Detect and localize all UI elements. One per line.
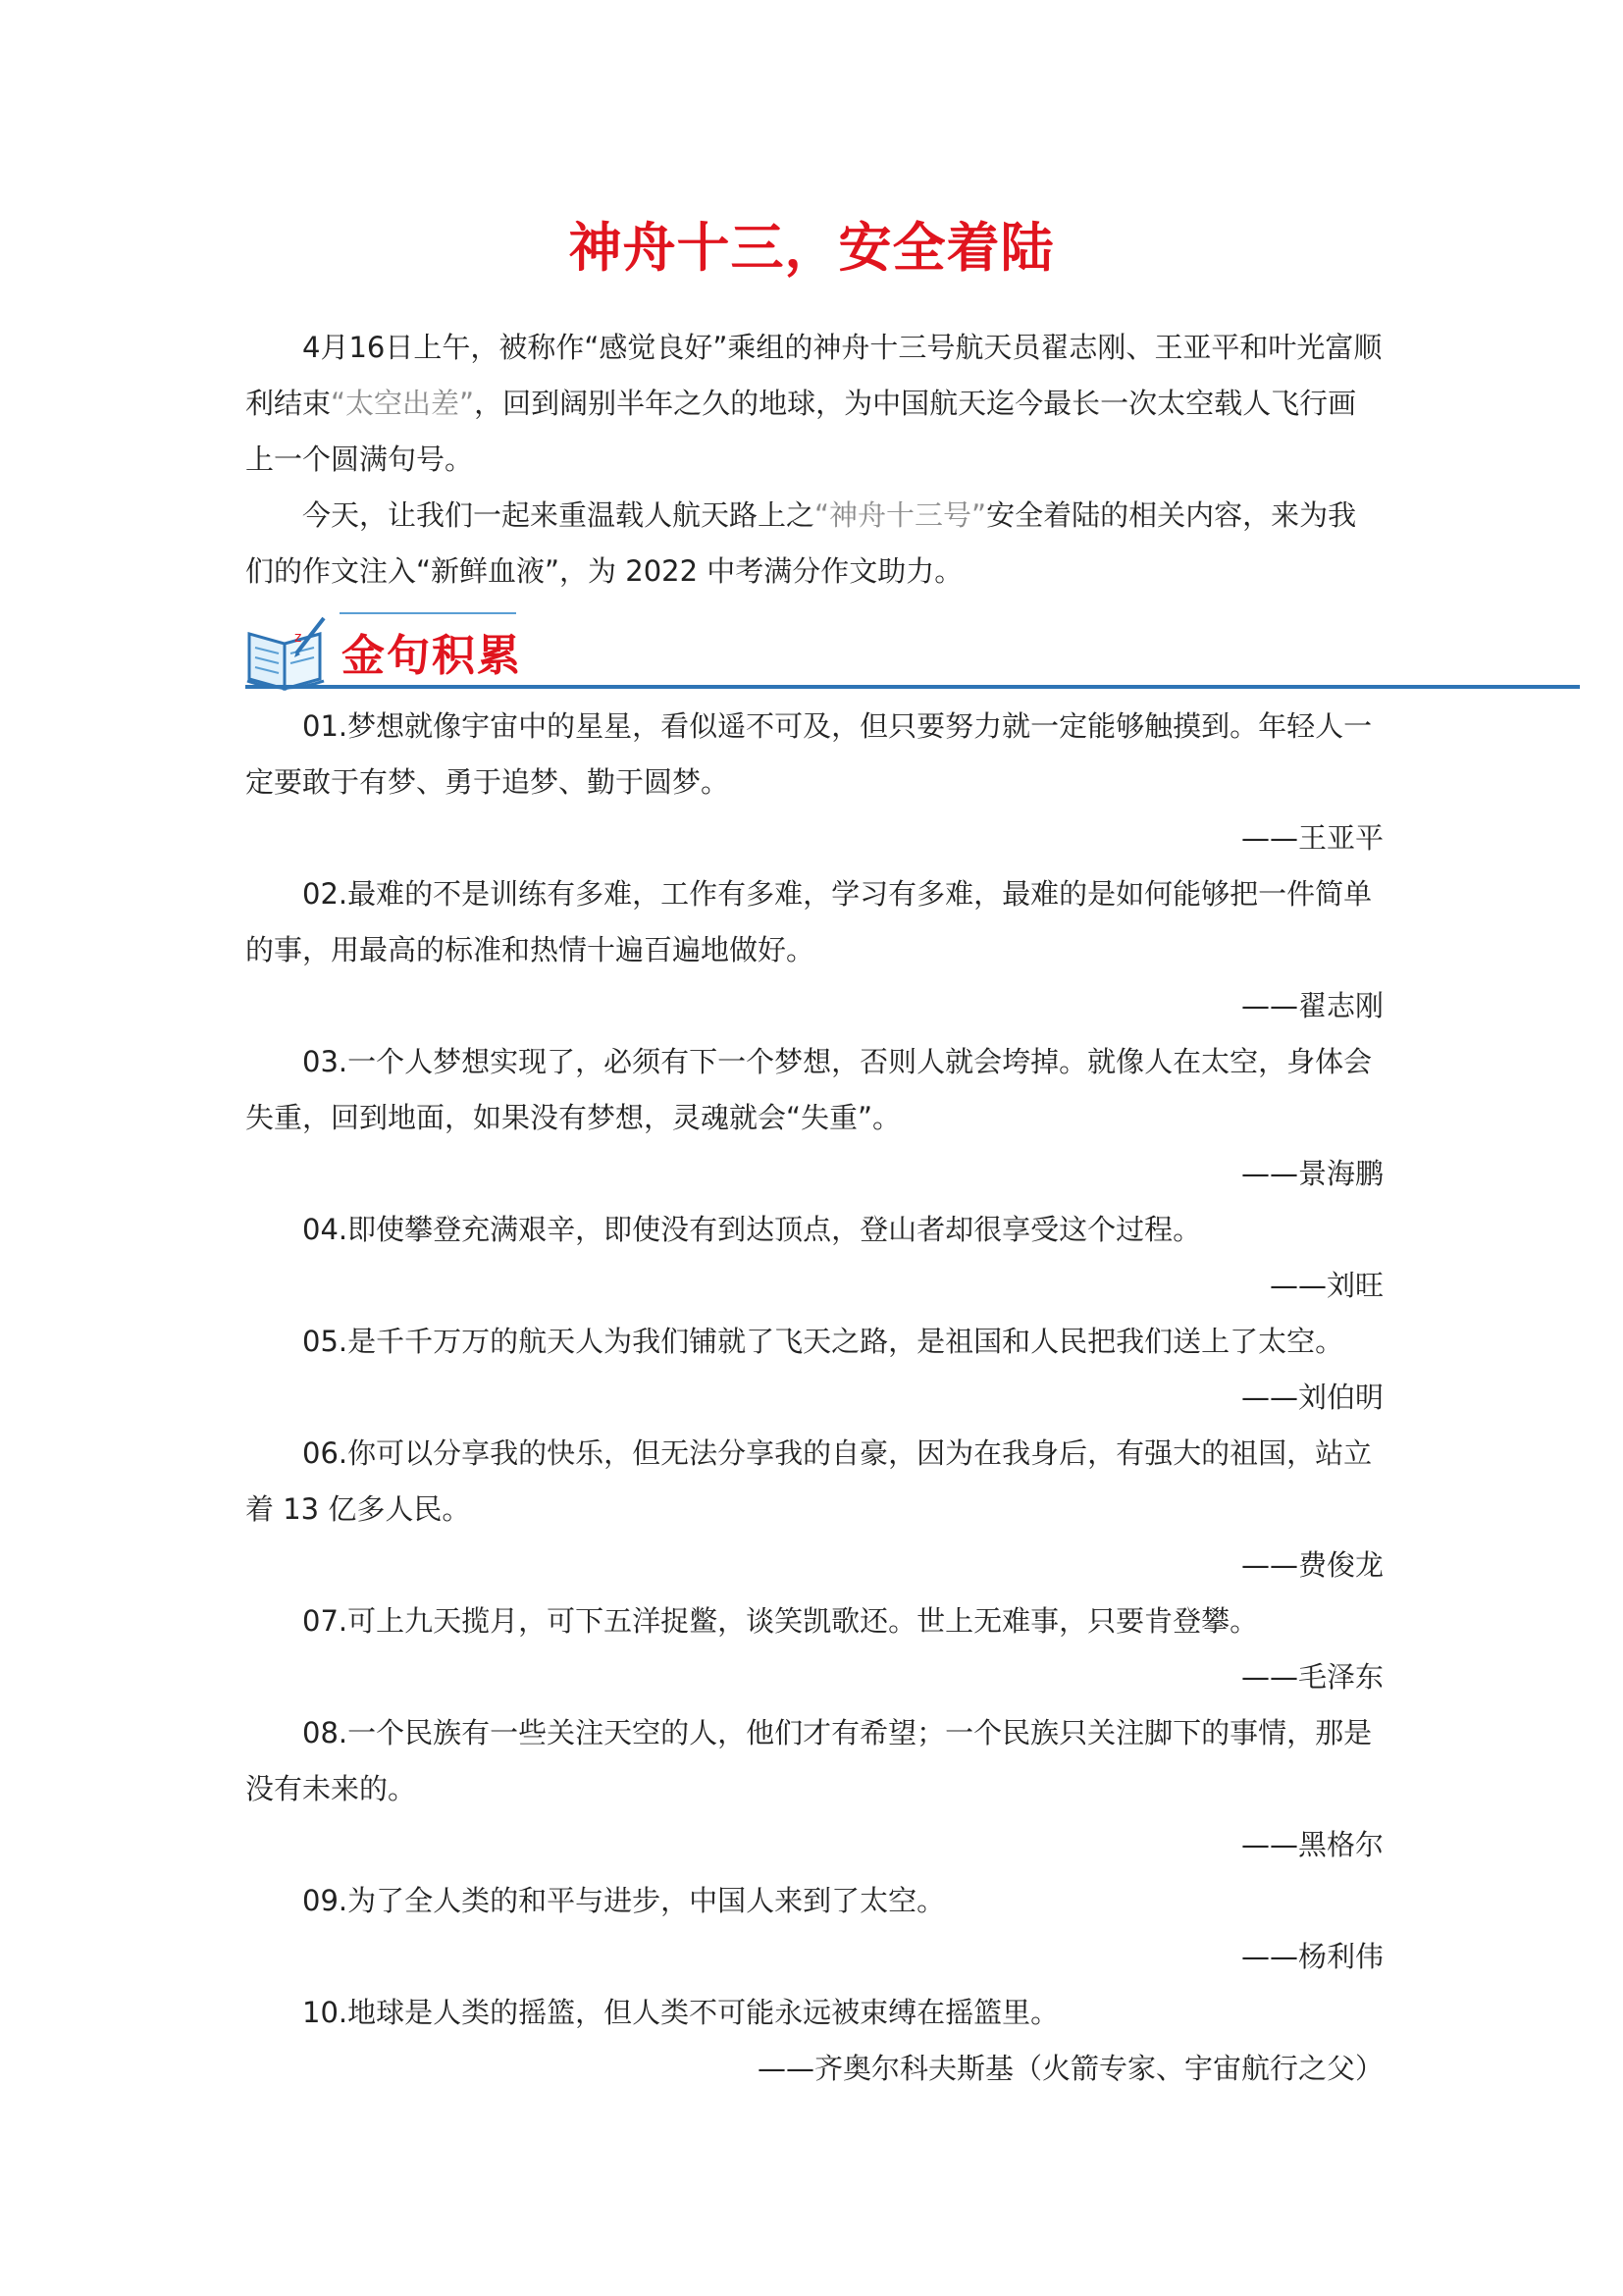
quote-item (245, 1873, 1384, 1985)
section-title: 金句积累 (341, 631, 522, 681)
quote-item (245, 1426, 1384, 1593)
quote-author: ——黑格尔 (1240, 1828, 1384, 1861)
quote-item (245, 1985, 1384, 2097)
quote-item (245, 1593, 1384, 1705)
quote-item (245, 699, 1384, 866)
intro-paragraph-2: 今天，让我们一起来重温载人航天路上之“神舟十三号”安全着陆的相关内容，来为我们的作文注入“新鲜血液”，为 2022 中考满分作文助力。 (245, 498, 1357, 588)
highlight-text: “太空出差” (331, 387, 475, 420)
quote-text: 04.即使攀登充满艰辛，即使没有到达顶点，登山者却很享受这个过程。 (302, 1213, 1202, 1246)
quote-list (245, 699, 1384, 2097)
quote-text: 08.一个民族有一些关注天空的人，他们才有希望；一个民族只关注脚下的事情，那是没有未来的。 (245, 1716, 1373, 1805)
intro-section (245, 320, 1384, 600)
intro-paragraph-1: 4月16日上午，被称作“感觉良好”乘组的神舟十三号航天员翟志刚、王亚平和叶光富顺利结束“太空出差”，回到阔别半年之久的地球，为中国航天迄今最长一次太空载人飞行画上一个圆满句号。 (245, 331, 1383, 476)
quote-item (245, 866, 1384, 1034)
highlight-text: “神舟十三号” (814, 498, 987, 532)
quote-author: ——王亚平 (1240, 821, 1384, 855)
quote-author: ——费俊龙 (1240, 1548, 1384, 1582)
quote-item (245, 1202, 1384, 1314)
svg-text:z: z (294, 630, 302, 646)
quote-author: ——刘伯明 (1240, 1381, 1384, 1414)
section-header (245, 606, 1580, 695)
quote-text: 06.你可以分享我的快乐，但无法分享我的自豪，因为在我身后，有强大的祖国，站立着 13 亿多人民。 (245, 1436, 1373, 1526)
quote-text: 07.可上九天揽月，可下五洋捉鳖，谈笑凯歌还。世上无难事，只要肯登攀。 (302, 1604, 1259, 1638)
quote-author: ——杨利伟 (1240, 1940, 1384, 1973)
quote-author: ——景海鹏 (1240, 1157, 1384, 1190)
quote-text: 05.是千千万万的航天人为我们铺就了飞天之路，是祖国和人民把我们送上了太空。 (302, 1325, 1344, 1358)
quote-item (245, 1034, 1384, 1202)
quote-text: 02.最难的不是训练有多难，工作有多难，学习有多难，最难的是如何能够把一件简单的事，用最高的标准和热情十遍百遍地做好。 (245, 877, 1373, 966)
page-title: 神舟十三，安全着陆 (568, 217, 1055, 279)
quote-author: ——齐奥尔科夫斯基（火箭专家、宇宙航行之父） (757, 2052, 1384, 2085)
quote-text: 10.地球是人类的摇篮，但人类不可能永远被束缚在摇篮里。 (302, 1996, 1060, 2029)
quote-author: ——翟志刚 (1240, 989, 1384, 1022)
book-pen-icon (245, 614, 328, 693)
section-divider (245, 685, 1580, 689)
quote-item (245, 1314, 1384, 1426)
quote-author: ——刘旺 (1269, 1269, 1384, 1302)
quote-text: 01.梦想就像宇宙中的星星，看似遥不可及，但只要努力就一定能够触摸到。年轻人一定要敢于有梦、勇于追梦、勤于圆梦。 (245, 709, 1373, 799)
quote-item (245, 1705, 1384, 1873)
quote-text: 03.一个人梦想实现了，必须有下一个梦想，否则人就会垮掉。就像人在太空，身体会失重，回到地面，如果没有梦想，灵魂就会“失重”。 (245, 1045, 1373, 1134)
section-top-line (340, 612, 516, 614)
quote-text: 09.为了全人类的和平与进步，中国人来到了太空。 (302, 1884, 946, 1917)
quote-author: ——毛泽东 (1240, 1660, 1384, 1694)
